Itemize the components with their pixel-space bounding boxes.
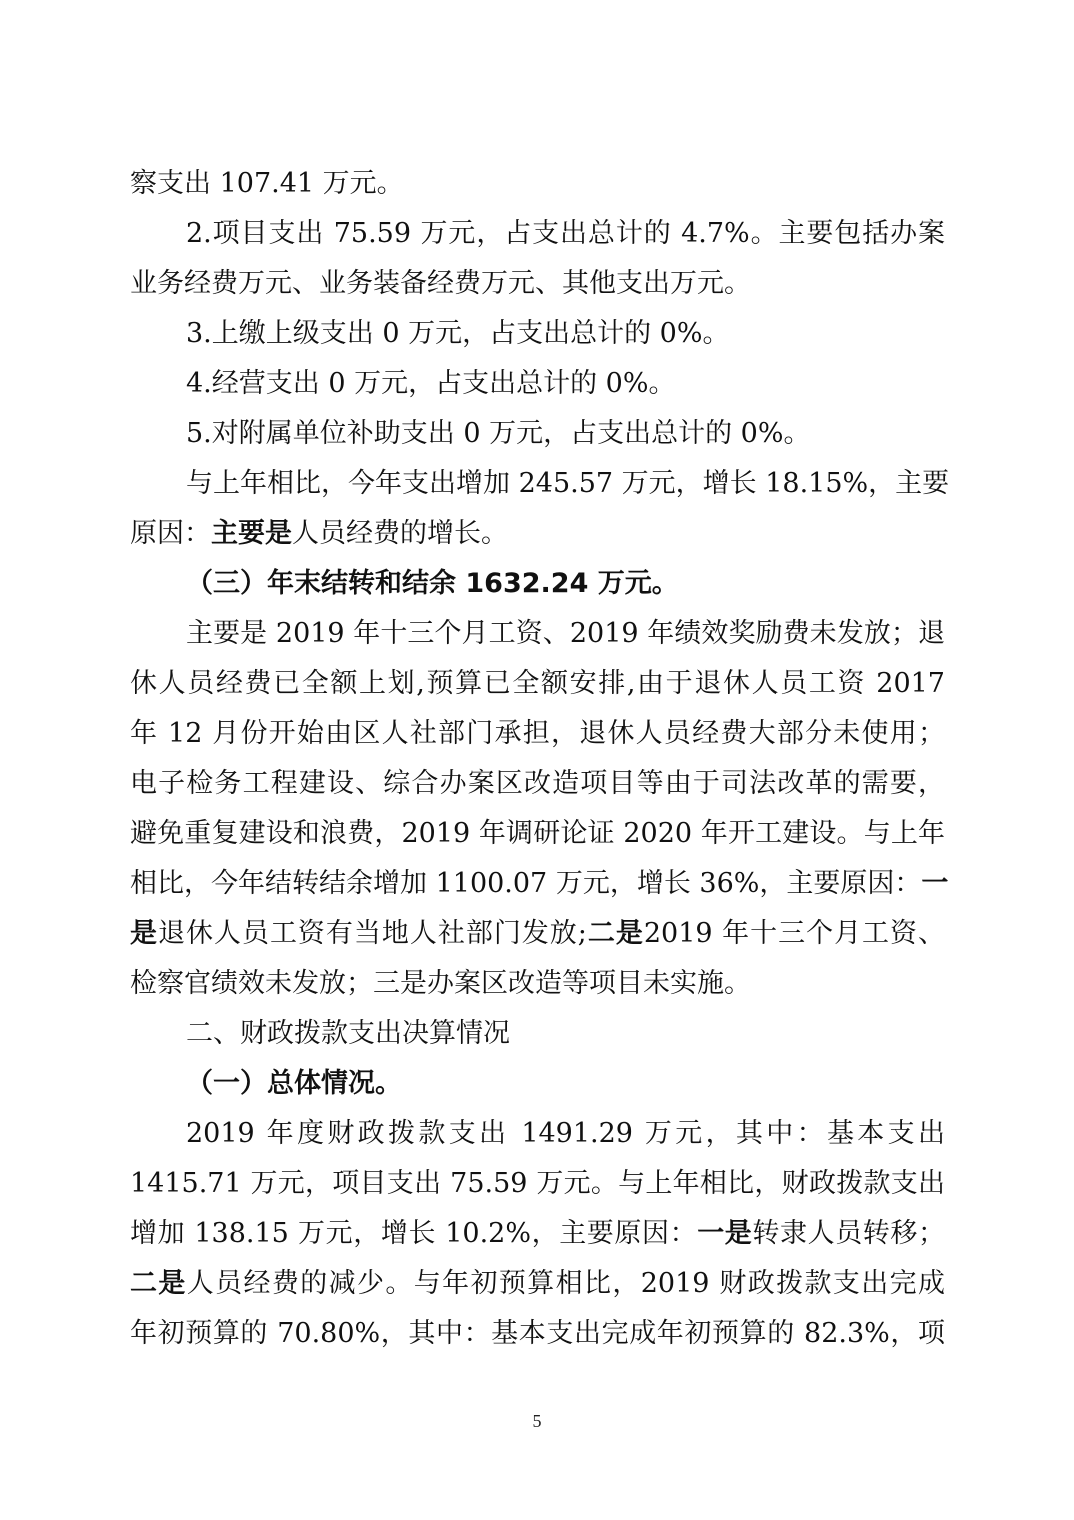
text-span: 原因：: [130, 518, 211, 549]
text-line-24: 年初预算的 70.80%，其中：基本支出完成年初预算的 82.3%，项: [130, 1318, 945, 1349]
text-span: 增加 138.15 万元，增长 10.2%，主要原因：: [130, 1218, 698, 1249]
text-span: 2019 年十三个月工资、: [643, 918, 946, 949]
text-line-23: [130, 1258, 945, 1310]
section-heading-year-end-balance: （三）年末结转和结余 1632.24 万元。: [186, 568, 679, 599]
text-span: 人员经费的减少。与年初预算相比，2019 财政拨款支出完成: [186, 1268, 946, 1299]
text-line-3: 业务经费万元、业务装备经费万元、其他支出万元。: [130, 268, 751, 299]
text-line-15: [130, 858, 949, 910]
text-line-2: 2.项目支出 75.59 万元，占支出总计的 4.7%。主要包括办案: [186, 218, 945, 249]
section-heading-fiscal-expenditure: 二、财政拨款支出决算情况: [186, 1018, 510, 1049]
text-line-4: 3.上缴上级支出 0 万元，占支出总计的 0%。: [186, 318, 730, 349]
text-line-8: [130, 508, 508, 560]
text-line-21: 1415.71 万元，项目支出 75.59 万元。与上年相比，财政拨款支出: [130, 1168, 945, 1199]
emphasis-span: 二是: [130, 1268, 187, 1299]
text-line-6: 5.对附属单位补助支出 0 万元，占支出总计的 0%。: [186, 418, 811, 449]
text-span: 人员经费的增长。: [292, 518, 508, 549]
text-line-12: 年 12 月份开始由区人社部门承担，退休人员经费大部分未使用；: [130, 718, 945, 749]
text-span: 退休人员工资有当地人社部门发放;: [158, 918, 587, 949]
emphasis-span: 一: [921, 868, 949, 899]
page-number: 5: [532, 1411, 542, 1431]
text-line-5: 4.经营支出 0 万元，占支出总计的 0%。: [186, 368, 676, 399]
emphasis-span: 是: [130, 918, 158, 949]
text-line-1: 察支出 107.41 万元。: [130, 168, 404, 199]
text-line-20: 2019 年度财政拨款支出 1491.29 万元，其中：基本支出: [186, 1118, 945, 1149]
text-line-22: [130, 1208, 945, 1260]
text-line-11: 休人员经费已全额上划,预算已全额安排,由于退休人员工资 2017: [130, 668, 945, 699]
text-line-7: 与上年相比，今年支出增加 245.57 万元，增长 18.15%，主要: [186, 468, 950, 499]
text-line-10: 主要是 2019 年十三个月工资、2019 年绩效奖励费未发放；退: [186, 618, 945, 649]
text-line-17: 检察官绩效未发放；三是办案区改造等项目未实施。: [130, 968, 751, 999]
section-heading-overall: （一）总体情况。: [186, 1068, 402, 1099]
text-line-14: 避免重复建设和浪费，2019 年调研论证 2020 年开工建设。与上年: [130, 818, 945, 849]
text-span: 相比，今年结转结余增加 1100.07 万元，增长 36%，主要原因：: [130, 868, 922, 899]
emphasis-span: 一是: [697, 1218, 753, 1249]
emphasis-span: 二是: [586, 918, 644, 949]
text-line-13: 电子检务工程建设、综合办案区改造项目等由于司法改革的需要，: [130, 768, 945, 799]
text-line-16: [130, 908, 945, 960]
emphasis-span: 主要是: [211, 518, 292, 549]
text-span: 转隶人员转移；: [752, 1218, 946, 1249]
